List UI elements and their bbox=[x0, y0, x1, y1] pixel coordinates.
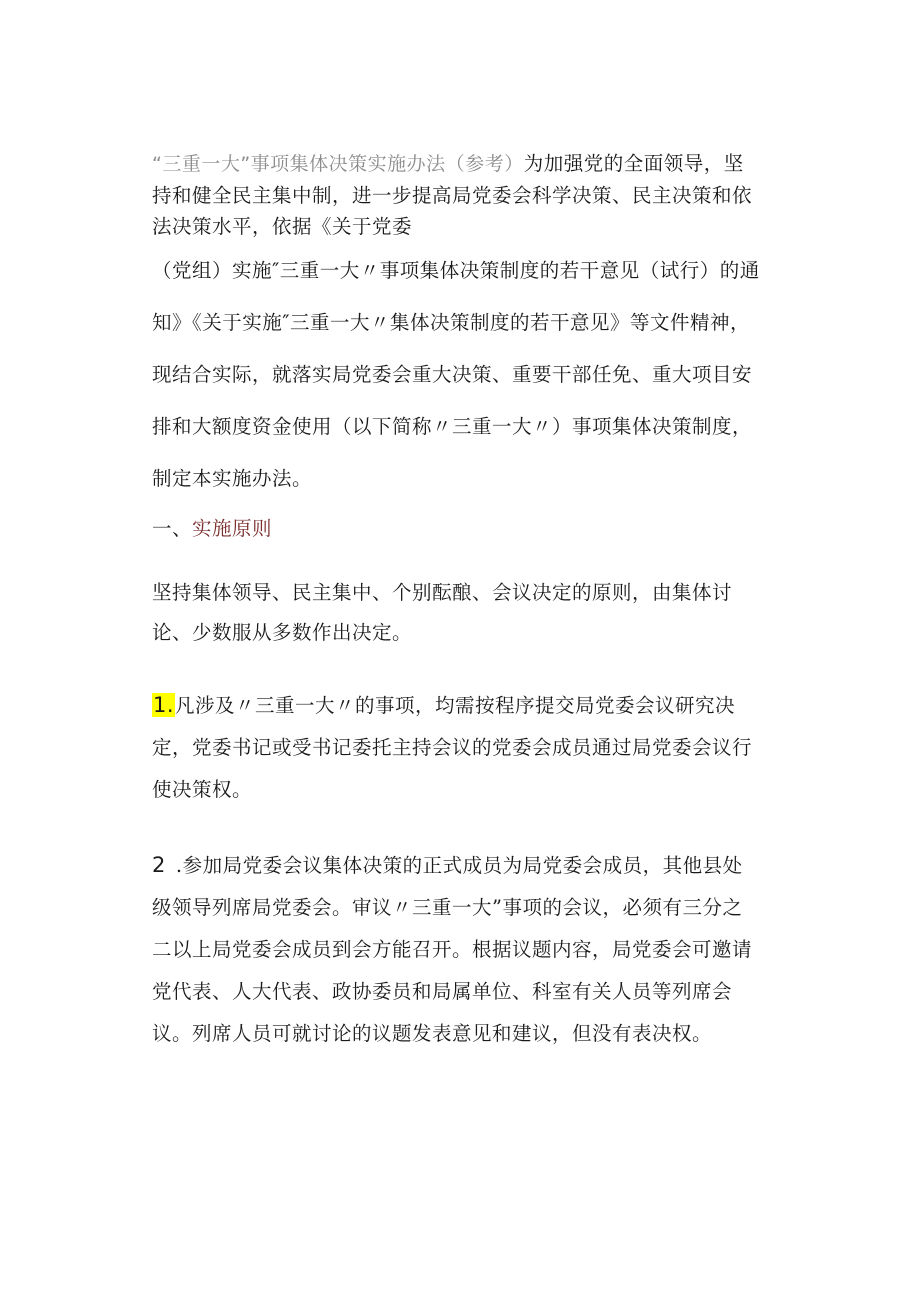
list-item-2-text: .参加局党委会议集体决策的正式成员为局党委会成员，其他县处级领导列席局党委会。审议〃三重一大”事项的会议，必须有三分之二以上局党委会成员到会方能召开。根据议题内容，局党委会可邀请党代表、人大代表、政协委员和局属单位、科室有关人员等列席会议。列席人员可就讨论的议题发表意见和建议，但没有表决权。 bbox=[152, 854, 753, 1045]
principle-paragraph: 坚持集体领导、民主集中、个别酝酿、会议决定的原则，由集体讨论、少数服从多数作出决定。 bbox=[152, 581, 733, 644]
document-title: “三重一大”事项集体决策实施办法（参考） bbox=[152, 153, 524, 175]
highlighted-item-number: 1. bbox=[153, 693, 175, 717]
section-heading bbox=[152, 503, 762, 555]
section-title: 实施原则 bbox=[192, 517, 273, 540]
list-item-1-text: 凡涉及〃三重一大〃的事项，均需按程序提交局党委会议研究决定，党委书记或受书记委托主持会议的党委会成员通过局党委会议行使决策权。 bbox=[152, 694, 753, 801]
intro-body-paragraph: （党组）实施″三重一大〃事项集体决策制度的若干意见（试行）的通知》《关于实施″三重一大〃集体决策制度的若干意见》等文件精神，现结合实际，就落实局党委会重大决策、重要干部任免、重大项目安排和大额度资金使用（以下简称〃三重一大〃）事项集体决策制度，制定本实施办法。 bbox=[152, 259, 760, 490]
list-item-2 bbox=[152, 844, 762, 1055]
list-item-1 bbox=[152, 684, 762, 811]
intro-paragraph bbox=[152, 148, 762, 242]
intro-lead-text: 为加强党的全面领导，坚持和健全民主集中制，进一步提高局党委会科学决策、民主决策和依法决策水平，依据《关于党委 bbox=[152, 152, 753, 238]
item-number-2: 2 bbox=[152, 853, 166, 877]
section-number: 一、 bbox=[152, 517, 193, 540]
